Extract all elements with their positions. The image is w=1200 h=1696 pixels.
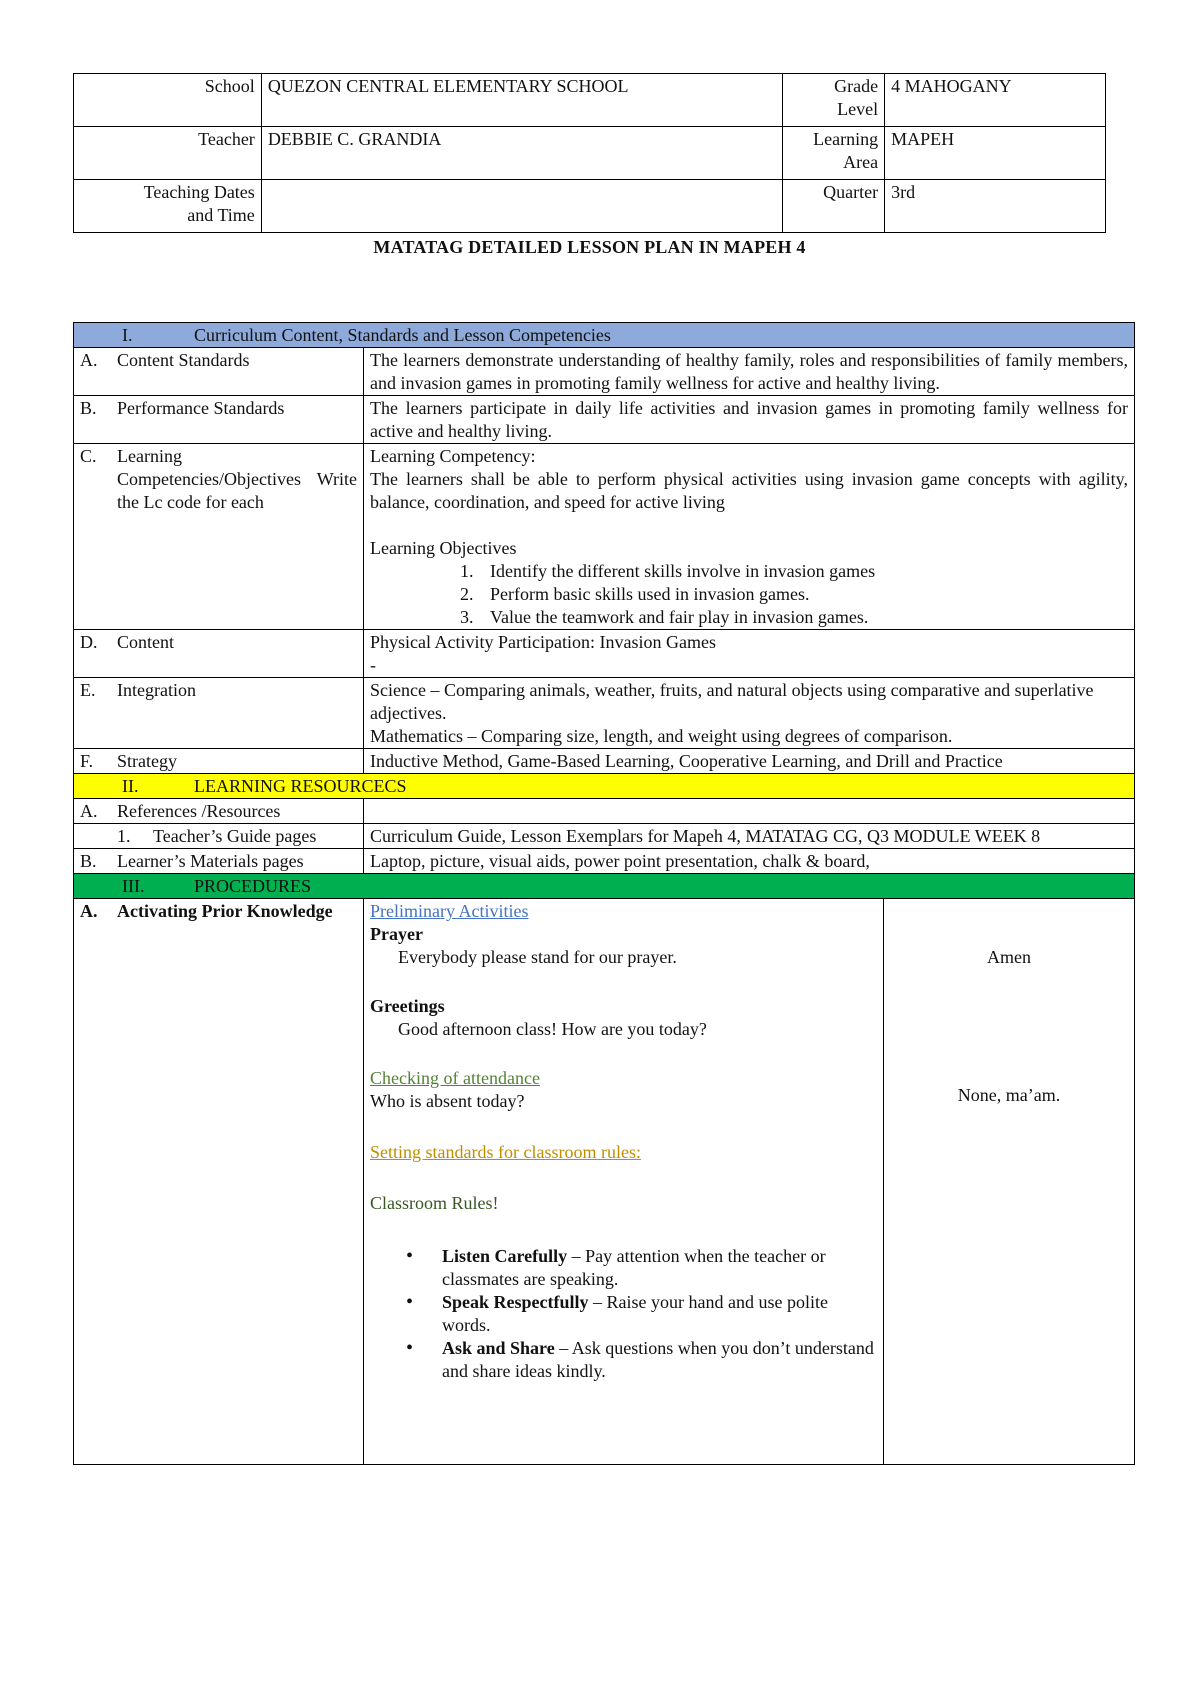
dates-value <box>261 180 782 233</box>
objective-item: 3. Value the teamwork and fair play in invasion games. <box>478 606 1128 629</box>
objectives-title: Learning Objectives <box>370 538 517 558</box>
teacher-row <box>74 127 1106 180</box>
rule-item: • Listen Carefully – Pay attention when the teacher or classmates are speaking. <box>442 1245 877 1291</box>
prayer-heading: Prayer <box>370 924 423 944</box>
section-resources-header: II. LEARNING RESOURCECS <box>74 774 1135 799</box>
content-standards-value: The learners demonstrate understanding of healthy family, roles and responsibilities of family members, and invasion games in promoting family wellness for active and healthy living. <box>364 348 1135 396</box>
prayer-response: Amen <box>987 947 1031 967</box>
activating-knowledge-row: A. Activating Prior Knowledge Preliminary Activities Prayer Everybody please stand for our prayer. Greetings Good afternoon class! How are you today? Checking of attendance Who is absent today? Setting standards for classroom rules: Classroom Rules! • Listen Carefully – Pay attention when the teacher or classmates are speaking. • Speak Respectfully – Raise your hand and use polite words. • Ask and Share – Ask questions when you don’t understand and share ideas kindly. Amen None, ma’am. <box>74 899 1135 1465</box>
header-table <box>73 73 1106 233</box>
learners-materials-row: B. Learner’s Materials pages Laptop, picture, visual aids, power point presentation, chalk & board, <box>74 849 1135 874</box>
competency-text: The learners shall be able to perform physical activities using invasion game concepts with agility, balance, coordination, and speed for active living <box>370 469 1128 512</box>
teacher-label: Teacher <box>74 127 262 180</box>
attendance-text: Who is absent today? <box>370 1091 525 1111</box>
teacher-value: DEBBIE C. GRANDIA <box>261 127 782 180</box>
school-value: QUEZON CENTRAL ELEMENTARY SCHOOL <box>261 74 782 127</box>
page-title: MATATAG DETAILED LESSON PLAN IN MAPEH 4 <box>373 237 806 257</box>
dates-row <box>74 180 1106 233</box>
references-label: References /Resources <box>117 801 281 821</box>
teachers-guide-value: Curriculum Guide, Lesson Exemplars for Mapeh 4, MATATAG CG, Q3 MODULE WEEK 8 <box>364 824 1135 849</box>
content-label: Content <box>117 632 174 652</box>
content-dash: - <box>370 655 376 675</box>
competencies-row: C. Learning Competencies/Objectives Write the Lc code for each Learning Competency: The learners shall be able to perform physical activities using invasion game concepts with agility, balance, coordination, and speed for active living Learning Objectives 1. Identify the different skills involve in invasion games 2. Perform basic skills used in invasion games. 3. Value the teamwork and fair play in invasion games. <box>74 444 1135 630</box>
integration-label: Integration <box>117 680 196 700</box>
rule-item: • Ask and Share – Ask questions when you don’t understand and share ideas kindly. <box>442 1337 877 1383</box>
integration-row: E. Integration Science – Comparing animals, weather, fruits, and natural objects using comparative and superlative adjectives. Mathematics – Comparing size, length, and weight using degrees of comparison. <box>74 678 1135 749</box>
area-value: MAPEH <box>885 127 1106 180</box>
attendance-response: None, ma’am. <box>957 1085 1061 1105</box>
competencies-value <box>364 444 1135 630</box>
learners-materials-value: Laptop, picture, visual aids, power point presentation, chalk & board, <box>364 849 1135 874</box>
dates-label: Teaching Dates and Time <box>74 180 262 233</box>
standards-heading: Setting standards for classroom rules: <box>370 1142 641 1162</box>
performance-standards-value: The learners participate in daily life activities and invasion games in promoting family wellness for active and healthy living. <box>364 396 1135 444</box>
integration-math: Mathematics – Comparing size, length, and weight using degrees of comparison. <box>370 726 953 746</box>
quarter-label: Quarter <box>783 180 885 233</box>
integration-science: Science – Comparing animals, weather, fruits, and natural objects using comparative and superlative adjectives. <box>370 680 1094 723</box>
references-row: A. References /Resources <box>74 799 1135 824</box>
content-standards-label: Content Standards <box>117 350 250 370</box>
content-row: D. Content Physical Activity Participation: Invasion Games - <box>74 630 1135 678</box>
competencies-label: Learning Competencies/Objectives Write the Lc code for each <box>117 446 357 512</box>
greetings-text: Good afternoon class! How are you today? <box>398 1019 707 1039</box>
content-value: Physical Activity Participation: Invasion Games <box>370 632 716 652</box>
lesson-plan-table <box>73 322 1135 1465</box>
quarter-value: 3rd <box>885 180 1106 233</box>
learners-materials-label: Learner’s Materials pages <box>117 851 304 871</box>
area-label: Learning Area <box>783 127 885 180</box>
performance-standards-label: Performance Standards <box>117 398 285 418</box>
classroom-rules-heading: Classroom Rules! <box>370 1193 499 1213</box>
activating-knowledge-label: Activating Prior Knowledge <box>117 901 333 921</box>
school-row <box>74 74 1106 127</box>
school-label: School <box>74 74 262 127</box>
prayer-text: Everybody please stand for our prayer. <box>398 947 677 967</box>
preliminary-activities-heading: Preliminary Activities <box>370 901 529 921</box>
classroom-rules-list <box>370 1245 877 1383</box>
grade-value: 4 MAHOGANY <box>885 74 1106 127</box>
pupil-response-cell <box>884 899 1135 1465</box>
objective-item: 2. Perform basic skills used in invasion games. <box>478 583 1128 606</box>
teachers-guide-row: 1. Teacher’s Guide pages Curriculum Guide, Lesson Exemplars for Mapeh 4, MATATAG CG, Q3 MODULE WEEK 8 <box>74 824 1135 849</box>
teachers-guide-label: Teacher’s Guide pages <box>153 826 317 846</box>
strategy-row: F. Strategy Inductive Method, Game-Based Learning, Cooperative Learning, and Drill and Practice <box>74 749 1135 774</box>
grade-label: Grade Level <box>783 74 885 127</box>
section-procedures-header: III. PROCEDURES <box>74 874 1135 899</box>
content-standards-row: A. Content Standards The learners demonstrate understanding of healthy family, roles and responsibilities of family members, and invasion games in promoting family wellness for active and healthy living. <box>74 348 1135 396</box>
section-curriculum-header: I. Curriculum Content, Standards and Lesson Competencies <box>74 323 1135 348</box>
strategy-value: Inductive Method, Game-Based Learning, Cooperative Learning, and Drill and Practice <box>364 749 1135 774</box>
rule-item: • Speak Respectfully – Raise your hand and use polite words. <box>442 1291 877 1337</box>
teacher-activity-cell <box>364 899 884 1465</box>
objectives-list <box>370 560 1128 629</box>
performance-standards-row: B. Performance Standards The learners participate in daily life activities and invasion games in promoting family wellness for active and healthy living. <box>74 396 1135 444</box>
objective-item: 1. Identify the different skills involve in invasion games <box>478 560 1128 583</box>
strategy-label: Strategy <box>117 751 177 771</box>
competency-title: Learning Competency: <box>370 446 536 466</box>
greetings-heading: Greetings <box>370 996 445 1016</box>
attendance-heading: Checking of attendance <box>370 1068 540 1088</box>
